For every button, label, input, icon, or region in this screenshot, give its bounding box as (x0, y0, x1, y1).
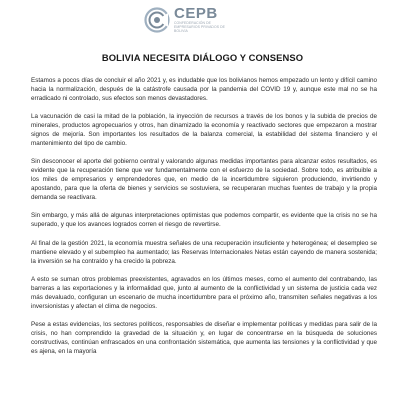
logo-text-block (174, 7, 238, 33)
document-body (31, 77, 377, 366)
paragraph: Sin desconocer el aporte del gobierno central y valorando algunas medidas importantes para alcanzar estos resultados, es evidente que la recuperación tiene que ver fundamentalmente con el esfuerzo de la sociedad. Sobre todo, es atribuible a los miles de empresarios y emprendedores que, en medio de la incertidumbre siguieron produciendo, invirtiendo y apostando, para que la oferta de bienes y servicios se sostuviera, se recuperaran muchas fuentes de trabajo y la propia demanda se reactivara. (31, 158, 377, 201)
paragraph: Al final de la gestión 2021, la economía muestra señales de una recuperación insuficiente y heterogénea; el desempleo se mantiene elevado y el subempleo ha aumentado; las Reservas Internacionales Netas están cayendo de manera sostenida; la inversión se ha contraído y ha crecido la pobreza. (31, 239, 377, 265)
paragraph: A esto se suman otros problemas preexistentes, agravados en los últimos meses, como el aumento del contrabando, las barreras a las exportaciones y la informalidad que, junto al aumento de la conflictividad y un sistema de justicia cada vez más devaluado, configuran un escenario de mucha incertidumbre para el próximo año, transmiten señales negativas a los inversionistas y afectan el clima de negocios. (31, 275, 377, 310)
document-title: BOLIVIA NECESITA DIÁLOGO Y CONSENSO (101, 52, 304, 63)
paragraph: La vacunación de casi la mitad de la población, la inyección de recursos a través de los bonos y la subida de precios de minerales, productos agropecuarios y otros, han dinamizado la economía y reactivado sectores que empezaron a mostrar signos de mejoría. Son importantes los resultados de la balanza comercial, la estabilidad del sistema financiero y el mantenimiento del tipo de cambio. (31, 113, 377, 147)
paragraph: Estamos a pocos días de concluir el año 2021 y, es indudable que los bolivianos hemos empezado un lento y difícil camino hacia la normalización, después de la catástrofe causada por la pandemia del COVID 19 y, aunque este mal no se ha erradicado ni controlado, sus efectos son menos devastadores. (31, 77, 377, 102)
paragraph: Sin embargo, y más allá de algunas interpretaciones optimistas que podemos compartir, es evidente que la crisis no se ha superado, y que los avances logrados corren el riesgo de revertirse. (31, 212, 377, 229)
cepb-logo-icon (144, 7, 170, 33)
paragraph: Pese a estas evidencias, los sectores políticos, responsables de diseñar e implementar políticas y medidas para salir de la crisis, no han comprendido la gravedad de la situación y, en lugar de concentrarse en la búsqueda de soluciones constructivas, continúan enfrascados en una confrontación sistemática, que aumenta las tensiones y la conflictividad y que es ajena, en la mayoría (31, 321, 377, 355)
cepb-logo (144, 7, 262, 33)
logo-name: CEPB (174, 5, 218, 22)
logo-subtitle: CONFEDERACIÓN DE EMPRESARIOS PRIVADOS DE BOLIVIA (174, 21, 226, 33)
